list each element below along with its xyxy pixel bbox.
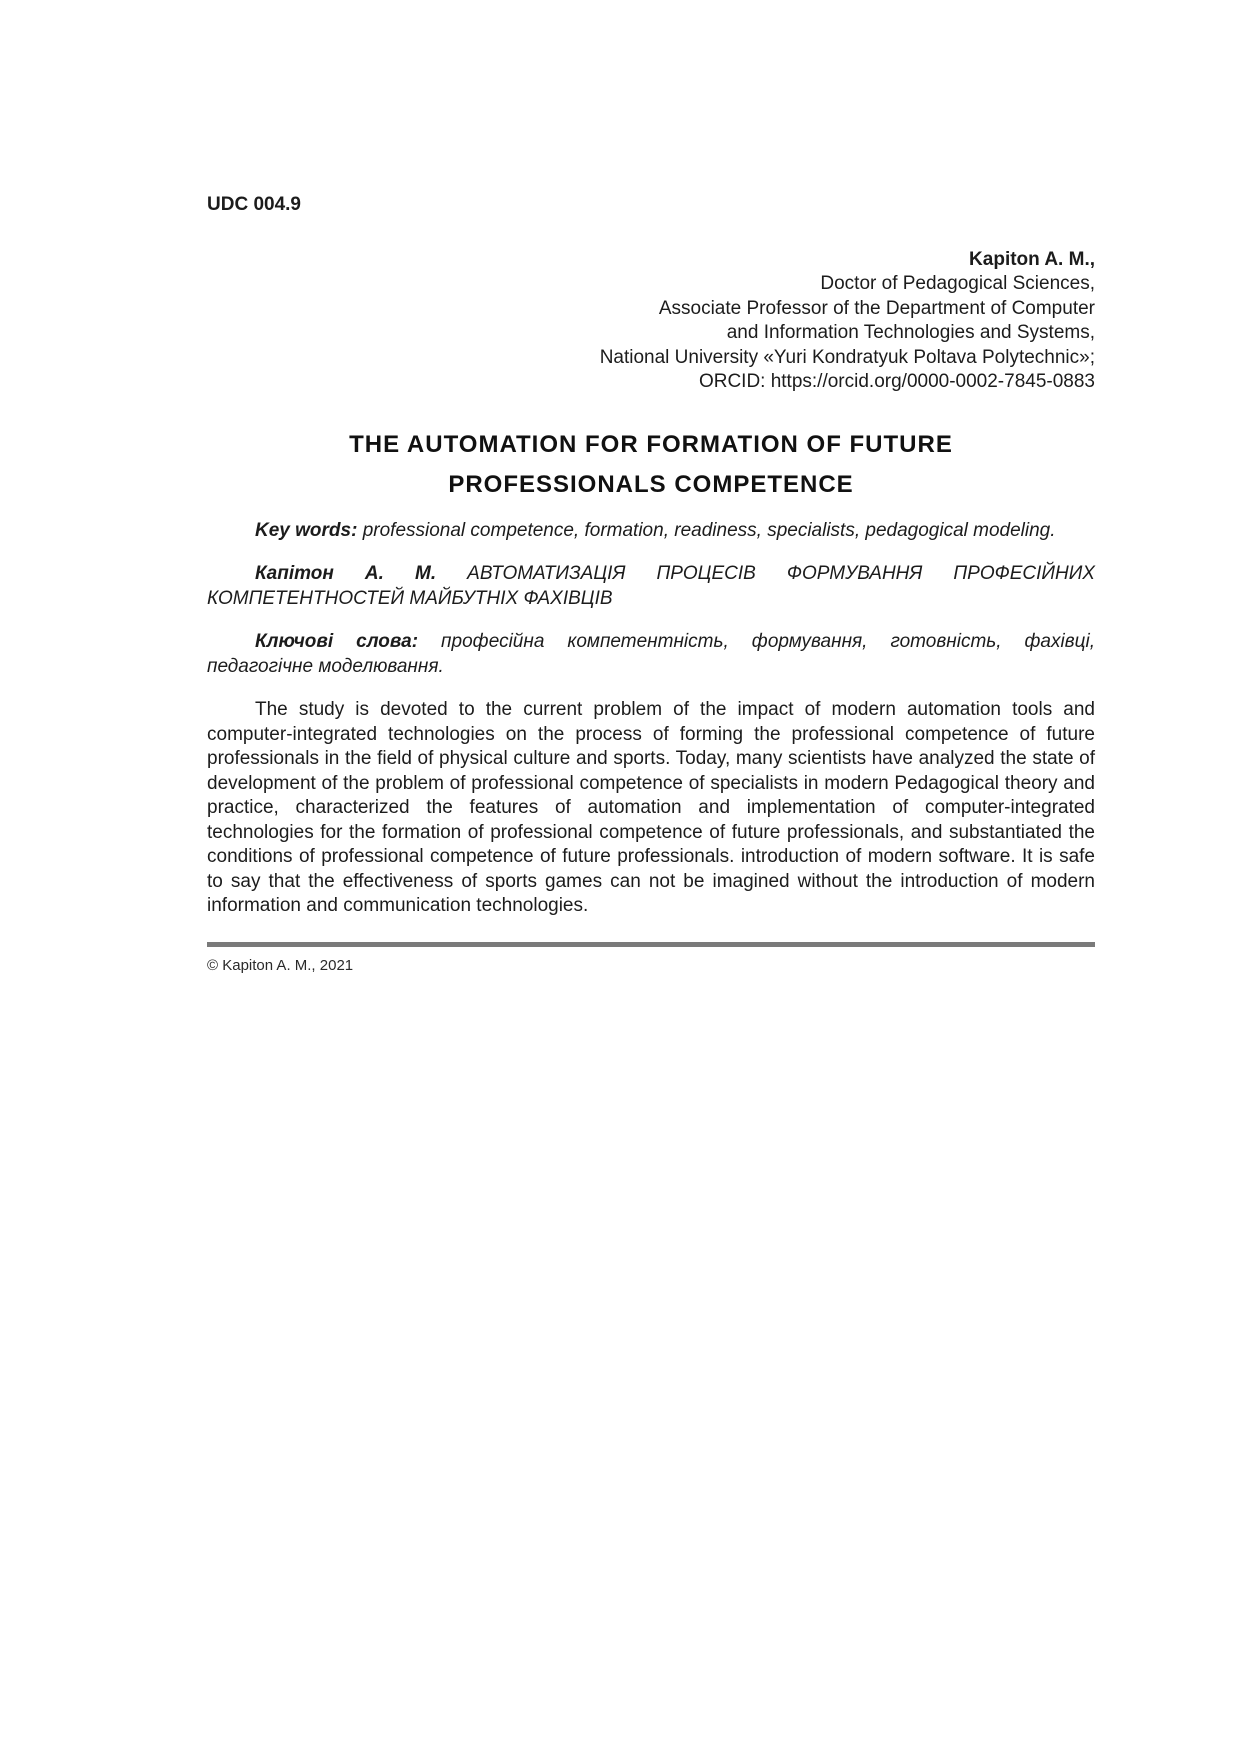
paper-title-line2: PROFESSIONALS COMPETENCE	[448, 470, 854, 498]
ukrainian-heading	[207, 562, 1095, 611]
keywords-ukrainian	[207, 630, 1095, 679]
udc-code: UDC 004.9	[207, 194, 301, 215]
author-degree: Doctor of Pedagogical Sciences,	[820, 273, 1095, 294]
author-position: Associate Professor of the Department of Computer	[658, 297, 1095, 319]
author-department: and Information Technologies and Systems,	[726, 322, 1095, 343]
author-name: Kapiton A. M.,	[969, 248, 1095, 270]
paper-title	[207, 425, 1095, 505]
ukrainian-author-label: Капітон А. М.	[255, 563, 437, 584]
keywords-ukrainian-text: професійна компетентність, формування, готовність, фахівці, педагогічне моделювання.	[207, 631, 1096, 677]
footer-divider	[207, 942, 1095, 947]
author-block	[207, 248, 1095, 395]
ukrainian-title-text: АВТОМАТИЗАЦІЯ ПРОЦЕСІВ ФОРМУВАННЯ ПРОФЕСІЙНИХ КОМПЕТЕНТНОСТЕЙ МАЙБУТНІХ ФАХІВЦІВ	[207, 563, 1095, 609]
keywords-ukrainian-label: Ключові слова:	[255, 631, 419, 652]
author-university: National University «Yuri Kondratyuk Poltava Polytechnic»;	[599, 346, 1095, 368]
paper-title-line1: THE AUTOMATION FOR FORMATION OF FUTURE	[349, 430, 953, 458]
author-orcid: ORCID: https://orcid.org/0000-0002-7845-0883	[698, 371, 1095, 392]
copyright-notice: © Kapiton A. M., 2021	[207, 956, 354, 974]
keywords-english-text: professional competence, formation, readiness, specialists, pedagogical modeling.	[357, 519, 1056, 541]
page-content	[207, 0, 1095, 975]
keywords-english	[207, 519, 1095, 544]
abstract-paragraph: The study is devoted to the current problem of the impact of modern automation tools and computer-integrated technologies on the process of forming the professional competence of future professionals in the field of physical culture and sports. Today, many scientists have analyzed the state of development of the problem of professional competence of specialists in modern Pedagogical theory and practice, characterized the features of automation and implementation of computer-integrated technologies for the formation of professional competence of future professionals, and substantiated the conditions of professional competence of future professionals. introduction of modern software. It is safe to say that the effectiveness of sports games can not be imagined without the introduction of modern information and communication technologies.	[207, 699, 1095, 916]
keywords-english-label: Key words:	[255, 519, 358, 541]
